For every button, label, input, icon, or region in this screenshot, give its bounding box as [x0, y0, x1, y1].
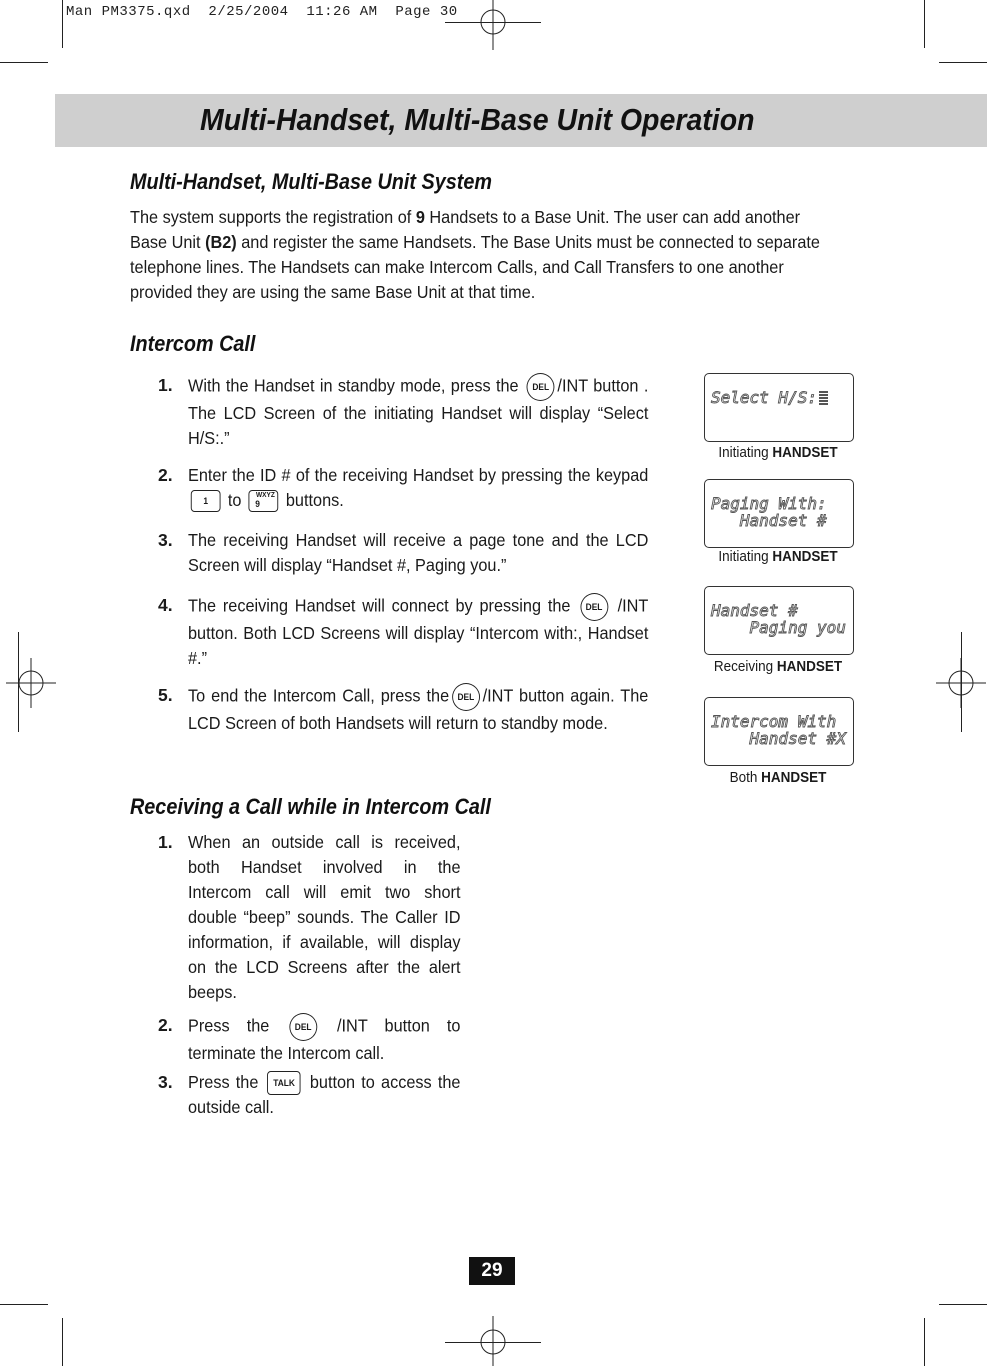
crop-mark [18, 632, 19, 732]
del-key-icon: DEL [289, 1013, 317, 1041]
step-number: 3. [158, 1072, 173, 1092]
lcd-line: Paging With: [711, 494, 827, 513]
list-item [158, 1070, 463, 1120]
keypad-1-icon: 1 [191, 490, 221, 512]
caption-text: Initiating [718, 444, 773, 461]
key-digit: 9 [255, 499, 260, 510]
text-run: and register the same Handsets. The Base Units must be connected to separate telephone lines. The Handsets can make Intercom Calls, and Call Transfers to one another provided they are using the same Base Unit at that time. [130, 232, 820, 302]
caption-text: Initiating [718, 548, 773, 565]
step-text: The receiving Handset will receive a page tone and the LCD Screen will display “Handset #, Paging you.” [188, 530, 649, 575]
crop-mark [62, 0, 63, 48]
text-run: With the Handset in standby mode, press the [188, 375, 519, 396]
caption-text: Both [729, 769, 762, 786]
section-paragraph-system [130, 205, 828, 305]
list-item [158, 683, 653, 758]
registration-mark-icon [468, 0, 518, 50]
del-key-icon: DEL [452, 683, 480, 711]
list-item [158, 528, 653, 578]
page-title: Multi-Handset, Multi-Base Unit Operation [200, 102, 755, 137]
step-number: 2. [158, 465, 173, 485]
step-text [188, 463, 648, 513]
lcd-caption [711, 548, 844, 565]
step-text [188, 1013, 460, 1066]
lcd-caption [711, 444, 844, 461]
step-number: 3. [158, 530, 173, 550]
text-run: Press the [188, 1072, 259, 1092]
text-run: button to access the outside call. [188, 1072, 461, 1118]
crop-mark [0, 1304, 48, 1305]
text-run-bold: (B2) [205, 232, 237, 252]
list-item [158, 373, 653, 448]
step-number: 5. [158, 685, 173, 705]
text-run: To end the Intercom Call, press the [188, 685, 450, 706]
registration-mark-icon [468, 1316, 518, 1366]
crop-mark [0, 62, 48, 63]
section-heading-system: Multi-Handset, Multi-Base Unit System [130, 169, 492, 194]
step-text: When an outside call is received, both Handset involved in the Intercom call will emit two short double “beep” sounds. The Caller ID information, if available, will display on the LCD Screens after the alert beeps. [188, 832, 461, 1002]
section-heading-receiving: Receiving a Call while in Intercom Call [130, 794, 491, 819]
step-number: 1. [158, 832, 173, 852]
lcd-screen [704, 479, 854, 548]
keypad-9-icon [249, 490, 279, 512]
section-heading-intercom: Intercom Call [130, 331, 256, 356]
lcd-line [711, 388, 828, 407]
step-number: 1. [158, 375, 173, 395]
crop-mark [924, 1318, 925, 1366]
step-number: 4. [158, 595, 173, 615]
lcd-cursor-icon [819, 391, 828, 405]
text-run: Handsets to a Base Unit. The user can add another Base Unit [130, 207, 801, 252]
step-text [188, 373, 648, 451]
lcd-line: Paging you [711, 618, 846, 637]
crop-mark [939, 62, 987, 63]
step-text [188, 1070, 460, 1120]
crop-mark [961, 632, 962, 732]
caption-bold: HANDSET [772, 444, 838, 461]
text-run: buttons. [285, 490, 344, 510]
key-letters: WXYZ [256, 492, 275, 500]
text-run: /INT button. Both LCD Screens will display “Intercom with:, Handset #.” [188, 595, 649, 668]
text-run-bold: 9 [415, 207, 425, 227]
step-number: 2. [158, 1015, 173, 1035]
lcd-screen [704, 697, 854, 766]
text-run: The receiving Handset will connect by pressing the [188, 595, 571, 616]
text-run: Press the [188, 1015, 270, 1036]
registration-mark-icon [6, 658, 56, 708]
list-item [158, 463, 653, 513]
text-run: to [227, 490, 242, 510]
text-run: /INT button . The LCD Screen of the initiating Handset will display “Select H/S:.” [188, 375, 649, 448]
file-slug: Man PM3375.qxd 2/25/2004 11:26 AM Page 30 [66, 4, 458, 20]
lcd-line: Handset #X [711, 729, 846, 748]
lcd-line: Intercom With [711, 712, 837, 731]
lcd-screen [704, 373, 854, 442]
caption-text: Receiving [713, 658, 777, 675]
lcd-screen [704, 586, 854, 655]
lcd-caption [711, 658, 844, 675]
page-number: 29 [469, 1257, 515, 1285]
caption-bold: HANDSET [772, 548, 838, 565]
list-item [158, 593, 653, 668]
del-key-icon: DEL [580, 593, 608, 621]
step-text [188, 683, 648, 736]
text-run: The system supports the registration of [130, 207, 416, 227]
caption-bold: HANDSET [761, 769, 827, 786]
talk-key-icon: TALK [267, 1071, 300, 1095]
crop-mark [939, 1304, 987, 1305]
lcd-line: Handset # [711, 601, 798, 620]
step-text [188, 593, 648, 671]
text-run: Enter the ID # of the receiving Handset by pressing the keypad [188, 465, 649, 485]
list-item [158, 1013, 463, 1063]
del-key-icon: DEL [527, 373, 555, 401]
lcd-line: Handset # [711, 511, 827, 530]
text-run: /INT button to terminate the Intercom call. [188, 1015, 461, 1063]
text-run: /INT button again. The LCD Screen of both Handsets will return to standby mode. [188, 685, 649, 733]
lcd-text: Select H/S: [711, 388, 817, 407]
caption-bold: HANDSET [776, 658, 843, 675]
list-item [158, 830, 463, 1005]
lcd-caption [711, 769, 844, 786]
crop-mark [924, 0, 925, 48]
crop-mark [62, 1318, 63, 1366]
title-bar [55, 94, 987, 147]
